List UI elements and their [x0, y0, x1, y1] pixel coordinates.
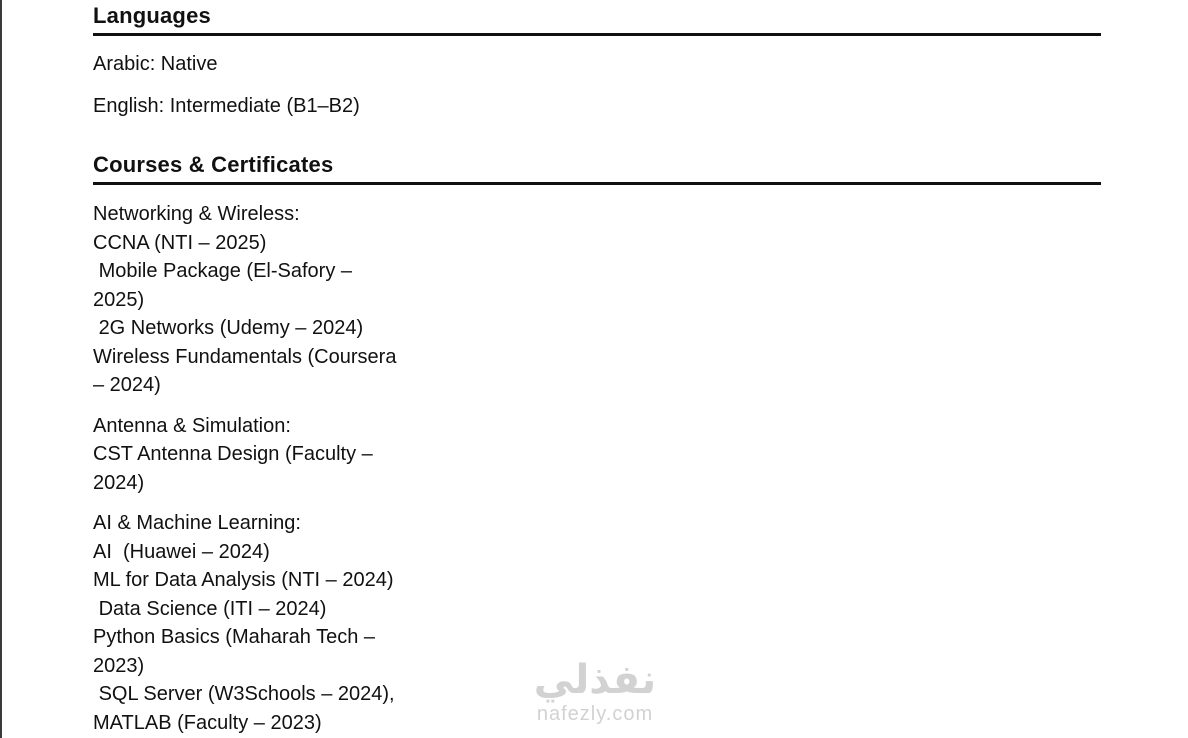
language-item: English: Intermediate (B1–B2)	[93, 95, 360, 117]
watermark-arabic: نفذلي	[533, 658, 657, 702]
language-item: Arabic: Native	[93, 53, 218, 75]
course-group-antenna	[93, 412, 413, 498]
course-line: 2024)	[93, 471, 145, 494]
courses-heading: Courses & Certificates	[93, 152, 1101, 185]
course-line: Python Basics (Maharah Tech –	[93, 626, 376, 648]
course-line: 2025)	[93, 288, 145, 311]
resume-content	[93, 0, 1101, 737]
course-line: 2G Networks (Udemy – 2024)	[93, 317, 364, 339]
languages-heading: Languages	[93, 3, 1101, 36]
course-line: AI & Machine Learning:	[93, 512, 301, 534]
course-line: – 2024)	[93, 374, 161, 396]
watermark-latin: nafezly.com	[536, 703, 654, 725]
course-line: CST Antenna Design (Faculty –	[93, 443, 373, 465]
course-line: ML for Data Analysis (NTI – 2024)	[93, 569, 394, 591]
page-edge	[0, 0, 2, 738]
course-line: Data Science (ITI – 2024)	[93, 597, 327, 620]
course-line: AI (Huawei – 2024)	[93, 540, 270, 563]
course-line: CCNA (NTI – 2025)	[93, 231, 267, 254]
course-group-networking	[93, 200, 413, 400]
course-line: SQL Server (W3Schools – 2024),	[93, 683, 395, 705]
course-line: Mobile Package (El-Safory –	[93, 260, 353, 282]
course-line: Wireless Fundamentals (Coursera	[93, 345, 397, 368]
course-line: Antenna & Simulation:	[93, 414, 291, 437]
course-group-ai	[93, 509, 413, 737]
course-line: Networking & Wireless:	[93, 203, 300, 225]
course-line: 2023)	[93, 654, 145, 677]
course-line: MATLAB (Faculty – 2023)	[93, 711, 322, 734]
